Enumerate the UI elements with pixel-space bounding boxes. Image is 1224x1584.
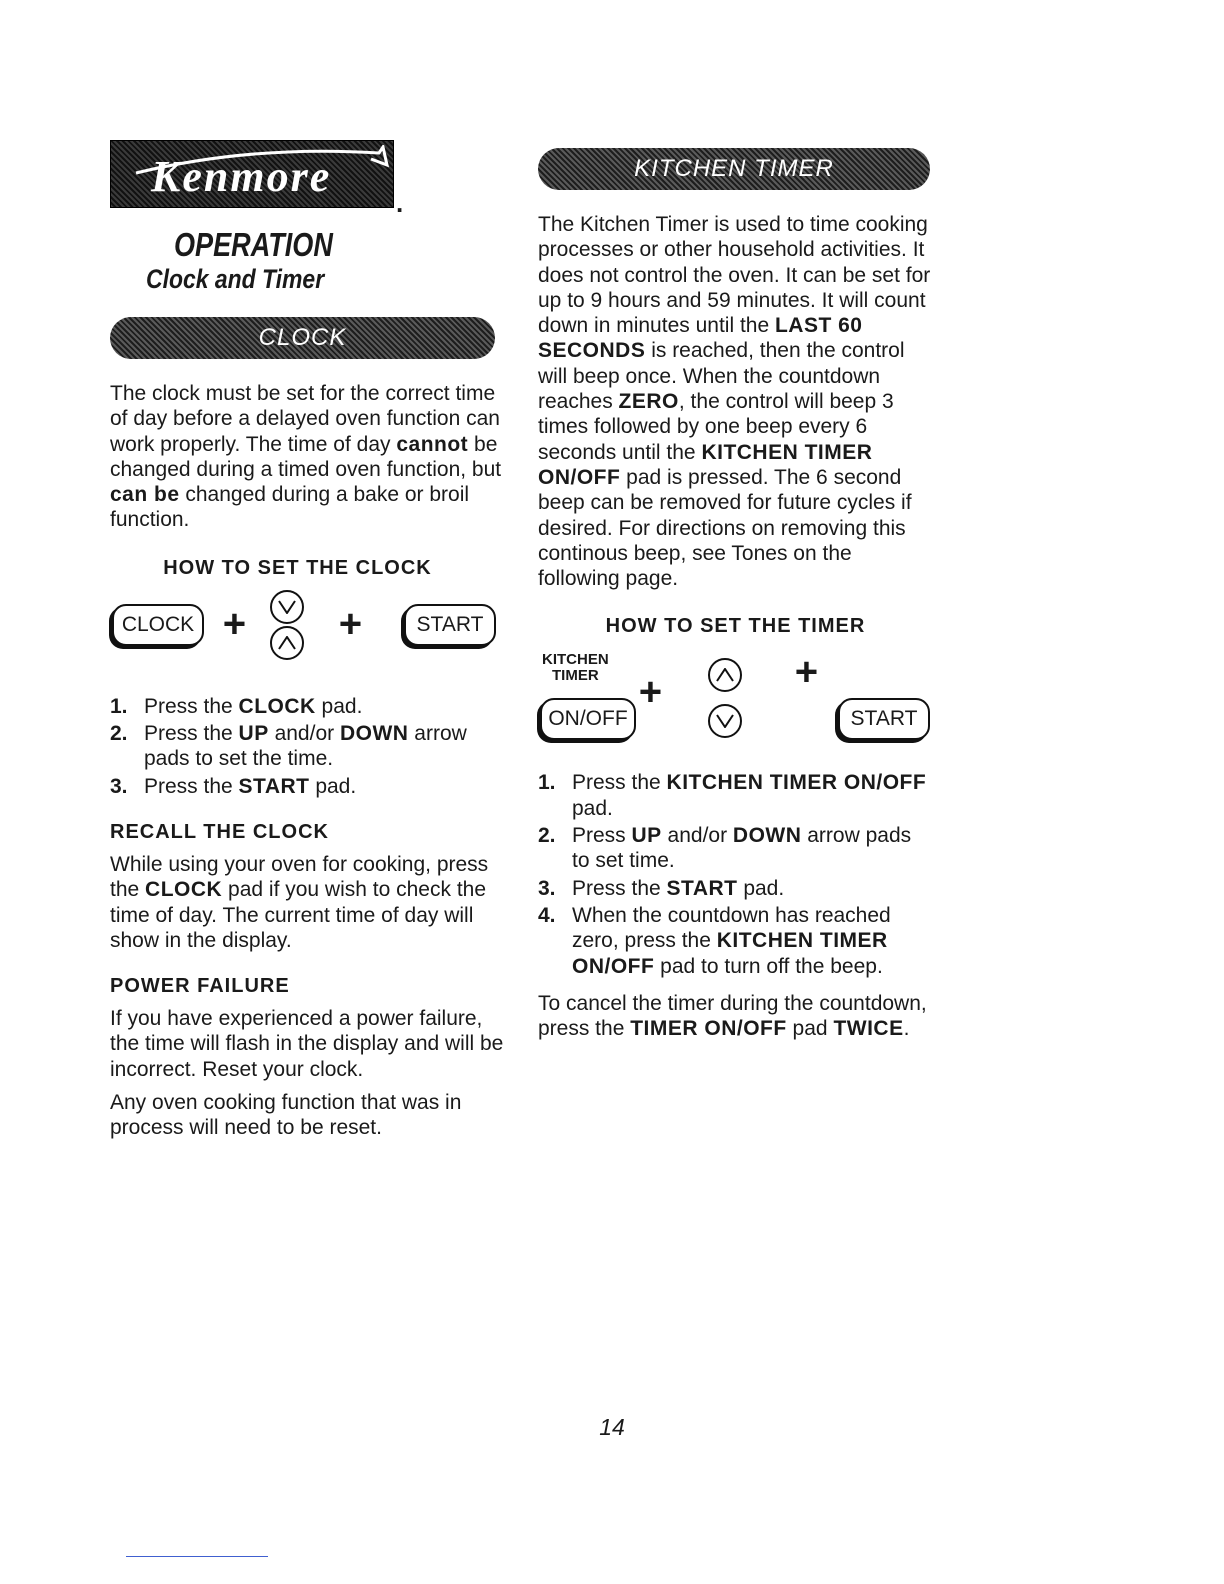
kitchen-timer-intro: The Kitchen Timer is used to time cooking processes or other household activities. It does not control the oven. It can be set for up to 9 hours and 59 minutes. It will count down in minutes until the LAST 60 SECONDS is reached, then the control will beep once. When the countdown reaches ZERO, the control will beep 3 times followed by one beep every 6 seconds until the KITCHEN TIMER ON/OFF pad is pressed. The 6 second beep can be removed for future cycles if desired. For directions on removing this continous beep, see Tones on the following page. <box>538 213 931 591</box>
clock-key: CLOCK <box>112 604 204 646</box>
step-item: 2. Press UP and/or DOWN arrow pads to set time. <box>538 824 912 873</box>
step-item: 1. Press the CLOCK pad. <box>110 694 363 718</box>
step-item: 1. Press the KITCHEN TIMER ON/OFF pad. <box>538 771 927 820</box>
step-number: 4. <box>538 903 556 927</box>
step-number: 1. <box>538 771 556 795</box>
clock-steps <box>110 694 505 799</box>
start-key: START <box>838 698 930 740</box>
step-item: 3. Press the START pad. <box>110 774 357 798</box>
plus-icon: + <box>638 670 662 715</box>
step-item: 3. Press the START pad. <box>538 876 785 900</box>
logo-text: Kenmore <box>151 152 332 201</box>
bold-text: DOWN <box>732 824 802 848</box>
up-arrow-icon <box>708 658 742 692</box>
timer-label: TIMER <box>552 667 599 685</box>
power-failure-heading: POWER FAILURE <box>110 975 290 998</box>
recall-clock-text: While using your oven for cooking, press the CLOCK pad if you wish to check the time of day. The current time of day will show in the display. <box>110 852 489 952</box>
step-number: 3. <box>538 876 556 900</box>
bold-text: CLOCK <box>238 694 316 718</box>
kitchen-timer-banner: KITCHEN TIMER <box>538 148 930 190</box>
how-to-set-timer-heading: HOW TO SET THE TIMER <box>605 615 866 638</box>
step-number: 2. <box>538 824 556 848</box>
kitchen-label: KITCHEN <box>542 651 609 669</box>
operation-subtitle: Clock and Timer <box>146 264 325 294</box>
plus-icon: + <box>794 650 818 695</box>
right-column <box>538 140 933 1041</box>
bold-text: ZERO <box>618 390 679 414</box>
bold-text: KITCHEN TIMER ON/OFF <box>666 771 927 795</box>
page-number: 14 <box>599 1414 625 1440</box>
bold-text: CLOCK <box>145 878 223 902</box>
operation-title: OPERATION <box>174 226 333 263</box>
bold-text: START <box>666 876 738 900</box>
clock-key-sequence <box>110 592 505 682</box>
bold-text: can be <box>110 483 180 507</box>
power-failure-reset-text: Any oven cooking function that was in process will need to be reset. <box>110 1091 462 1140</box>
footer-rule <box>126 1556 268 1557</box>
down-arrow-icon <box>708 704 742 738</box>
step-number: 2. <box>110 722 128 746</box>
bold-text: LAST 60 SECONDS <box>538 314 863 363</box>
step-number: 1. <box>110 694 128 718</box>
step-item: 2. Press the UP and/or DOWN arrow pads to set the time. <box>110 722 467 771</box>
bold-text: UP <box>238 722 269 746</box>
power-failure-text: If you have experienced a power failure, the time will flash in the display and will be incorrect. Reset your clock. <box>110 1007 504 1081</box>
recall-clock-heading: RECALL THE CLOCK <box>110 820 329 843</box>
timer-key-sequence <box>538 652 933 762</box>
kitchen-timer-key-label <box>542 652 609 684</box>
bold-text: KITCHEN TIMER ON/OFF <box>572 929 888 978</box>
left-column <box>110 140 505 1141</box>
how-to-set-clock-heading: HOW TO SET THE CLOCK <box>163 556 432 579</box>
bold-text: START <box>238 774 310 798</box>
step-number: 3. <box>110 774 128 798</box>
bold-text: TIMER ON/OFF <box>630 1017 787 1041</box>
cancel-timer-text: To cancel the timer during the countdown, press the TIMER ON/OFF pad TWICE. <box>538 991 927 1041</box>
plus-icon: + <box>338 601 362 646</box>
step-item: 4. When the countdown has reached zero, press the KITCHEN TIMER ON/OFF pad to turn off the beep. <box>538 903 891 978</box>
bold-text: cannot <box>396 432 469 456</box>
down-arrow-icon <box>270 590 304 624</box>
start-key: START <box>404 604 496 646</box>
clock-intro: The clock must be set for the correct time of day before a delayed oven function can work properly. The time of day cannot be changed during a timed oven function, but can be changed during a bake or broil function. <box>110 382 502 532</box>
bold-text: UP <box>631 824 662 848</box>
plus-icon: + <box>222 601 246 646</box>
timer-steps <box>538 770 933 978</box>
clock-banner: CLOCK <box>110 317 495 359</box>
on-off-key: ON/OFF <box>540 698 636 740</box>
bold-text: KITCHEN TIMER ON/OFF <box>538 440 873 489</box>
bold-text: DOWN <box>339 722 409 746</box>
kenmore-logo <box>110 140 394 208</box>
up-arrow-icon <box>270 626 304 660</box>
logo-dot: . <box>396 188 404 218</box>
bold-text: TWICE <box>833 1017 904 1041</box>
